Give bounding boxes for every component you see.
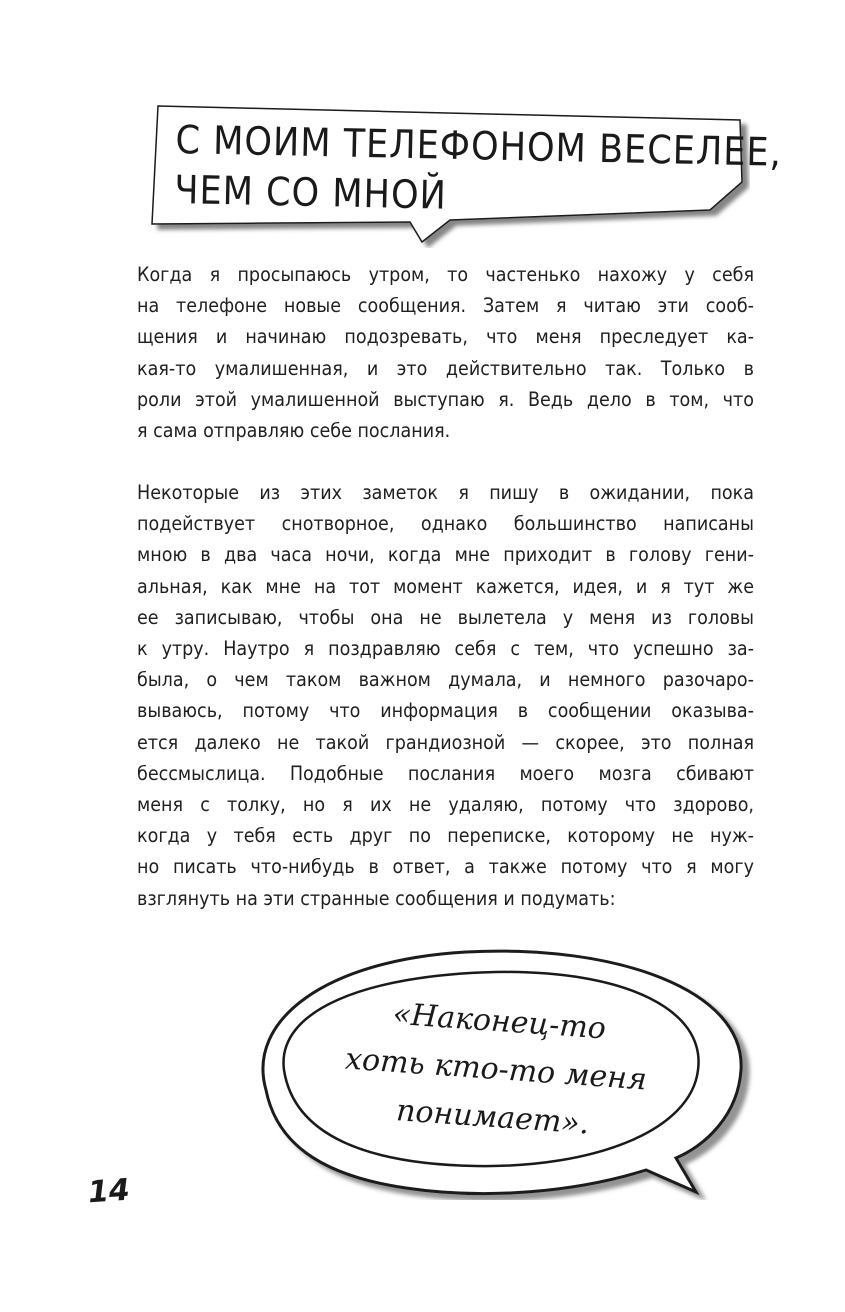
paragraph-line: мною в два часа ночи, когда мне приходит в голову гени- xyxy=(137,543,754,567)
paragraph-line: ется далеко не такой грандиозной — скорее, это полная xyxy=(137,730,754,754)
paragraph-line: роли этой умалишенной выступаю я. Ведь дело в том, что xyxy=(137,387,754,411)
quote-line-2: хоть кто-то меня xyxy=(344,1041,648,1098)
paragraph-line: щения и начинаю подозревать, что меня преследует ка- xyxy=(137,325,754,349)
paragraph-line: меня с толку, но я их не удаляю, потому что здорово, xyxy=(137,793,754,817)
speech-bubble xyxy=(236,930,756,1200)
paragraph-line: вываюсь, потому что информация в сообщении оказыва- xyxy=(137,699,754,723)
quote-line-3: понимает». xyxy=(395,1093,591,1142)
paragraph-line: подействует снотворное, однако большинство написаны xyxy=(137,512,754,536)
chapter-title xyxy=(173,116,783,228)
paragraph-line: я сама отправляю себе послания. xyxy=(137,419,451,443)
chapter-title-line-2: ЧЕМ СО МНОЙ xyxy=(173,167,448,219)
paragraph-line: Некоторые из этих заметок я пишу в ожидании, пока xyxy=(137,481,754,504)
page-number: 14 xyxy=(86,1172,131,1211)
paragraph-line: но писать что-нибудь в ответ, а также потому что я могу xyxy=(137,855,754,879)
chapter-title-banner xyxy=(150,98,783,248)
paragraph-line: Когда я просыпаюсь утром, то частенько нахожу у себя xyxy=(137,263,754,286)
chapter-title-line-1: С МОИМ ТЕЛЕФОНОМ ВЕСЕЛЕЕ, xyxy=(175,117,783,176)
paragraph-line: ее записываю, чтобы она не вылетела у меня из головы xyxy=(137,605,754,629)
paragraph-line: на телефоне новые сообщения. Затем я читаю эти сооб- xyxy=(137,294,754,318)
handwritten-quote xyxy=(272,983,721,1157)
paragraph-line: альная, как мне на тот момент кажется, идея, и я тут же xyxy=(137,574,754,598)
paragraph-line: когда у тебя есть друг по переписке, которому не нуж- xyxy=(137,824,754,848)
paragraph-1 xyxy=(137,259,754,446)
paragraph-line: взглянуть на эти странные сообщения и подумать: xyxy=(137,886,616,910)
paragraph-line: бессмыслица. Подобные послания моего мозга сбивают xyxy=(137,761,754,785)
paragraph-line: к утру. Наутро я поздравляю себя с тем, что успешно за- xyxy=(137,637,754,661)
paragraph-2 xyxy=(137,477,754,914)
quote-line-1: «Наконец-то xyxy=(391,996,608,1047)
paragraph-line: была, о чем таком важном думала, и немного разочаро- xyxy=(137,668,754,692)
paragraph-line: кая-то умалишенная, и это действительно так. Только в xyxy=(137,356,754,380)
